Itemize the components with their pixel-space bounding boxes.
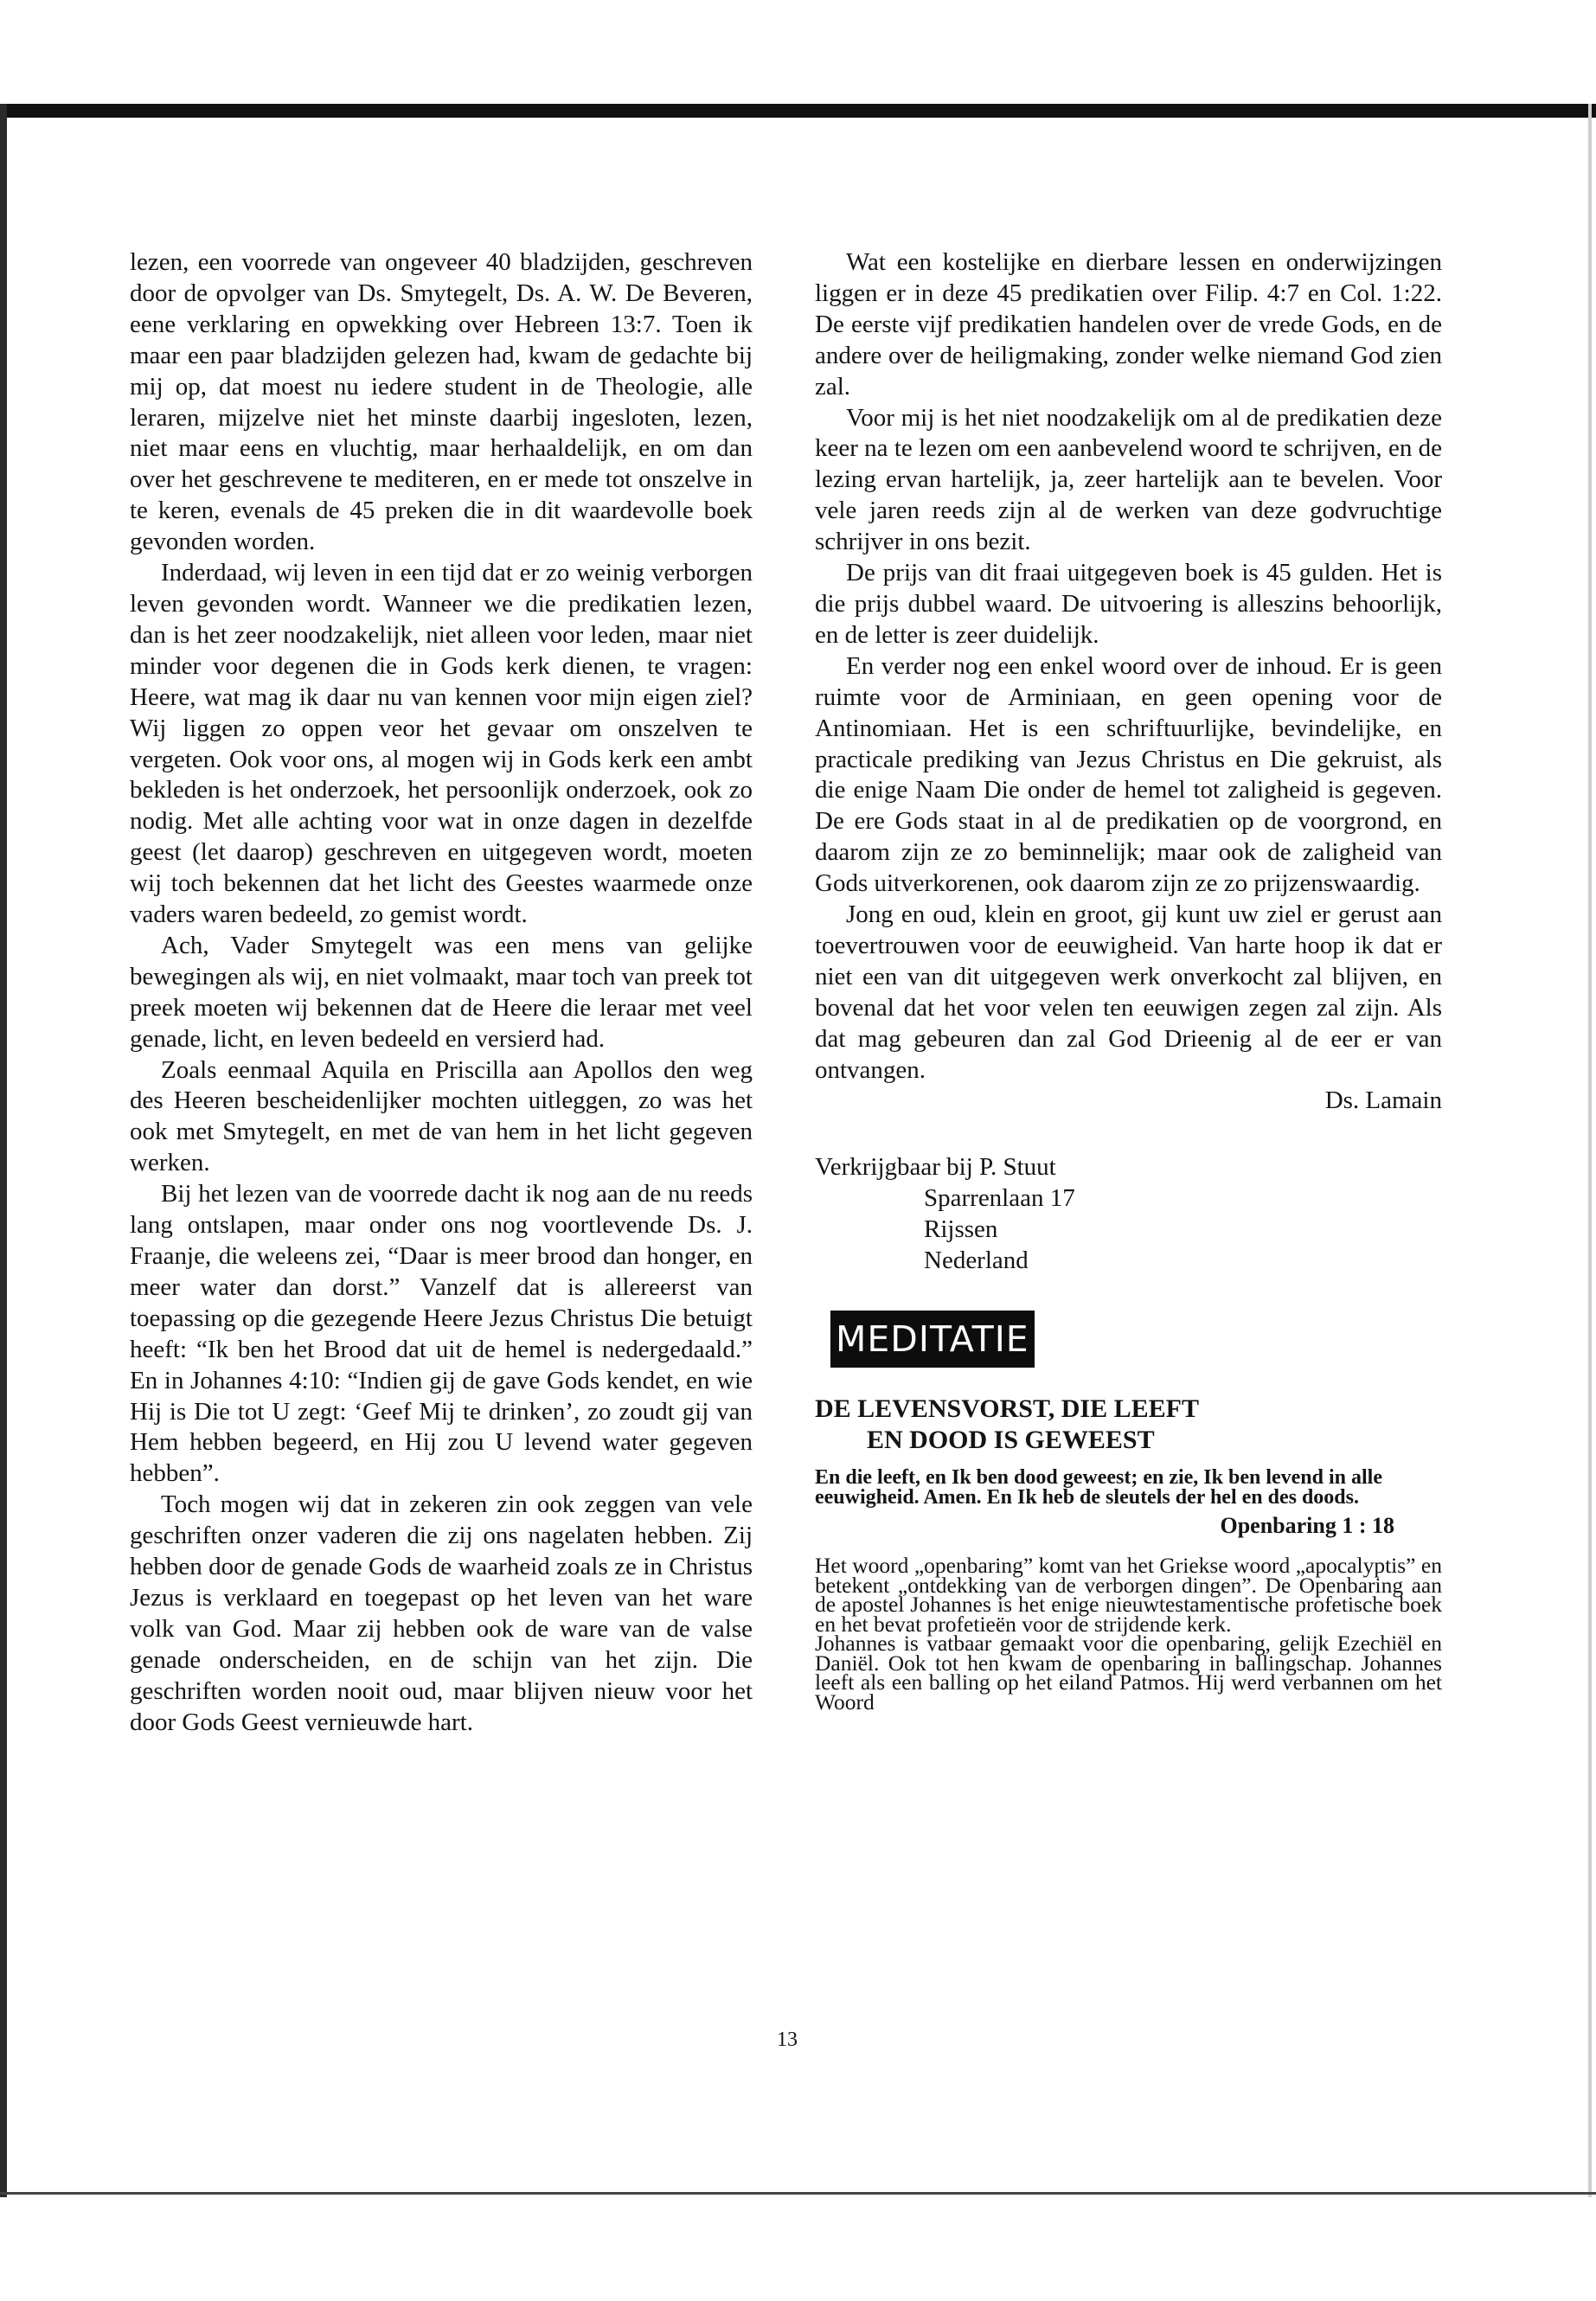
left-paragraph-4: Zoals eenmaal Aquila en Priscilla aan Apollos den weg des Heeren bescheidenlijker mochten uitleggen, zo was het ook met Smytegelt, en met de van hem in het licht gegeven werken.	[130, 1055, 753, 1177]
bible-verse-reference: Openbaring 1 : 18	[1220, 1513, 1394, 1539]
address-label: Verkrijgbaar bij P. Stuut	[815, 1153, 1056, 1182]
address-city: Rijssen	[924, 1215, 998, 1244]
address-country: Nederland	[924, 1247, 1029, 1275]
left-paragraph-3: Ach, Vader Smytegelt was een mens van gelijke bewegingen als wij, en niet volmaakt, maar toch van preek tot preek moeten wij bekennen dat de Heere die leraar met veel genade, licht, en leven bedeeld en versierd had.	[130, 931, 753, 1053]
meditation-title-line-2: EN DOOD IS GEWEEST	[867, 1426, 1155, 1455]
left-paragraph-2: Inderdaad, wij leven in een tijd dat er zo weinig verborgen leven gevonden wordt. Wanneer we die predikatien lezen, dan is het zeer noodzakelijk, niet alleen voor leden, maar niet minder voor degenen die in Gods kerk dienen, te vragen: Heere, wat mag ik daar nu van kennen voor mijn eigen ziel? Wij liggen zo oppen veor het gevaar om onszelven te vergeten. Ook voor ons, al mogen wij in Gods kerk een ambt bekleden is het onderzoek, het persoonlijk onderzoek, ook zo nodig. Met alle achting voor wat in onze dagen in dezelfde geest (let daarop) geschreven en uitgegeven wordt, moeten wij toch bekennen dat het licht des Geestes waarmede onze vaders waren bedeeld, zo gemist wordt.	[130, 559, 753, 929]
section-badge-meditatie: MEDITATIE	[830, 1311, 1035, 1368]
left-paragraph-6: Toch mogen wij dat in zekeren zin ook zeggen van vele geschriften onzer vaderen die zij ons nagelaten hebben. Zij hebben door de genade Gods de waarheid zoals ze in Christus Jezus is verklaard en toegepast op het leven van het ware volk van God. Maar zij hebben ook de ware van de valse genade onderscheiden, en de schijn van het zijn. Die geschriften worden nooit oud, maar blijven nieuw voor het door Gods Geest vernieuwde hart.	[130, 1490, 753, 1736]
right-paragraph-2: Voor mij is het niet noodzakelijk om al de predikatien deze keer na te lezen om een aanbevelend woord te schrijven, en de lezing ervan hartelijk, ja, zeer hartelijk aan te bevelen. Voor vele jaren reeds zijn al de werken van deze godvruchtige schrijver in ons bezit.	[815, 403, 1442, 556]
right-paragraph-5: Jong en oud, klein en groot, gij kunt uw ziel er gerust aan toevertrouwen voor de eeuwigheid. Van harte hoop ik dat er niet een van dit uitgegeven werk onverkocht zal blijven, en bovenal dat het voor velen ten eeuwigen zegen zal zijn. Als dat mag gebeuren dan zal God Drieenig al de eer er van ontvangen.	[815, 901, 1442, 1084]
meditation-title	[815, 1394, 1442, 1456]
left-paragraph-5: Bij het lezen van de voorrede dacht ik nog aan de nu reeds lang ontslapen, maar onder ons nog voortlevende Ds. J. Fraanje, die weleens zei, “Daar is meer brood dan honger, en meer water dan dorst.” Vanzelf dat is allereerst van toepassing op die gezegende Heere Jezus Christus Die betuigt heeft: “Ik ben het Brood dat uit de hemel is nedergedaald.” En in Johannes 4:10: “Indien gij de gave Gods kendet, en wie Hij is Die tot U zegt: ‘Geef Mij te drinken’, zo zoudt gij van Hem hebben begeerd, en Hij zou U levend water gegeven hebben”.	[130, 1180, 753, 1488]
right-paragraph-1: Wat een kostelijke en dierbare lessen en onderwijzingen liggen er in deze 45 predikatien over Filip. 4:7 en Col. 1:22. De eerste vijf predikatien handelen over de vrede Gods, en de andere over de heiligmaking, zonder welke niemand God zien zal.	[815, 248, 1442, 401]
meditation-paragraph-1: Het woord „openbaring” komt van het Griekse woord „apocalyptis” en betekent „ontdekking van de verborgen dingen”. De Openbaring aan de apostel Johannes is het enige nieuwtestamentische profetische boek en het bevat profetieën voor de strijdende kerk.	[815, 1553, 1442, 1637]
meditation-title-line-1: DE LEVENSVORST, DIE LEEFT	[815, 1394, 1199, 1424]
availability-address	[815, 1151, 1442, 1276]
meditation-paragraph-2: Johannes is vatbaar gemaakt voor die openbaring, gelijk Ezechiël en Daniël. Ook tot hen kwam de openbaring in ballingschap. Johannes leeft als een balling op het eiland Patmos. Hij werd verbannen om het Woord	[815, 1631, 1442, 1715]
right-column	[815, 247, 1442, 1715]
address-street: Sparrenlaan 17	[924, 1184, 1075, 1213]
left-paragraph-1: lezen, een voorrede van ongeveer 40 bladzijden, geschreven door de opvolger van Ds. Smytegelt, Ds. A. W. De Beveren, eene verklaring en opwekking over Hebreen 13:7. Toen ik maar een paar bladzijden gelezen had, kwam de gedachte bij mij op, dat moest nu iedere student in de Theologie, alle leraren, mijzelve niet het minste daarbij ingesloten, lezen, niet maar eens en vluchtig, maar herhaaldelijk, en om dan over het geschrevene te mediteren, en er mede tot onszelve in te keren, evenals de 45 preken die in dit waardevolle boek gevonden worden.	[130, 248, 753, 556]
right-paragraph-3: De prijs van dit fraai uitgegeven boek is 45 gulden. Het is die prijs dubbel waard. De uitvoering is alleszins behoorlijk, en de letter is zeer duidelijk.	[815, 559, 1442, 649]
right-paragraph-4: En verder nog een enkel woord over de inhoud. Er is geen ruimte voor de Arminiaan, en geen opening voor de Antinomiaan. Het is een schriftuurlijke, bevindelijke, en practicale prediking van Jezus Christus en Die gekruist, als die enige Naam Die onder de hemel tot zaligheid is gegeven. De ere Gods staat in al de predikatien op de voorgrond, en daarom zijn ze zo beminnelijk; maar ook de zaligheid van Gods uitverkorenen, ook daarom zijn ze zo prijzenswaardig.	[815, 651, 1442, 898]
left-column	[130, 247, 753, 1739]
page-number: 13	[777, 2029, 798, 2051]
signature: Ds. Lamain	[1324, 1086, 1442, 1115]
bible-verse: En die leeft, en Ik ben dood geweest; en zie, Ik ben levend in alle eeuwigheid. Amen. En Ik heb de sleutels der hel en des doods.	[815, 1466, 1383, 1509]
